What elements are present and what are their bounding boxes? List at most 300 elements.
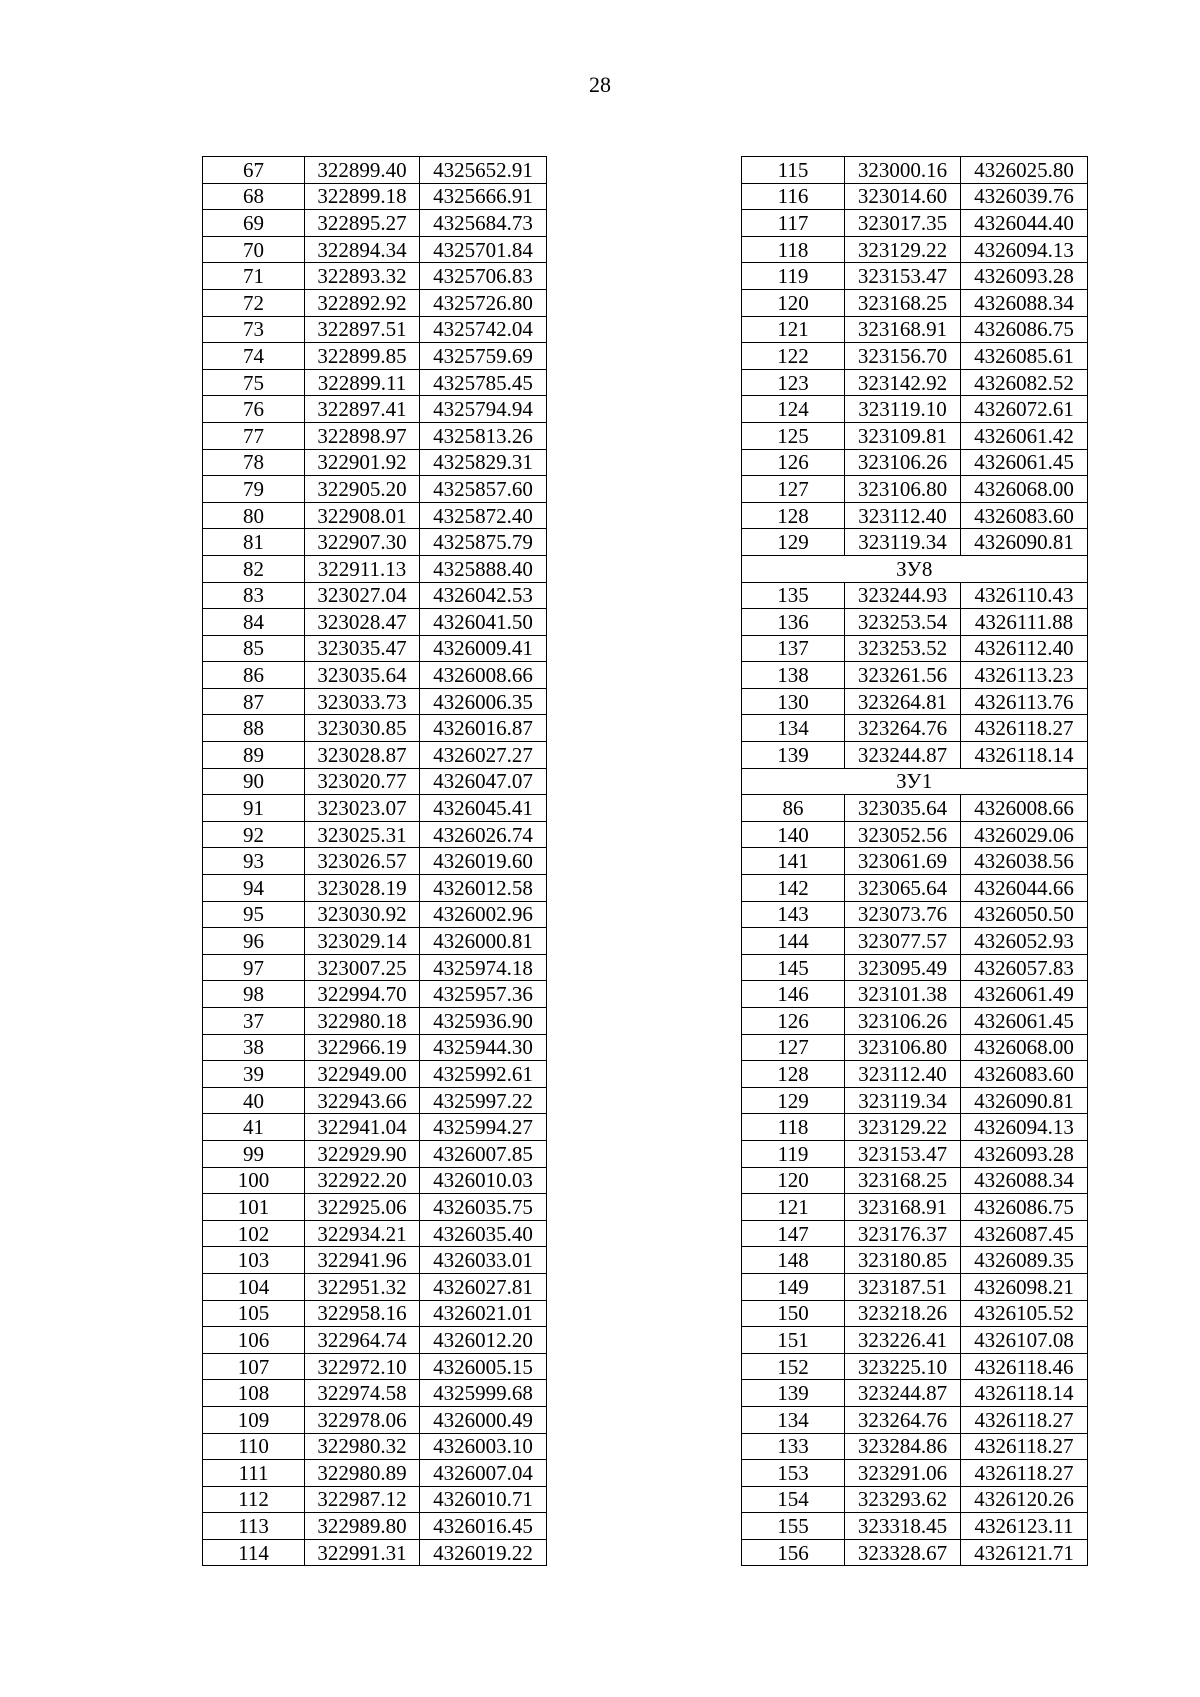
point-number-cell: 134 <box>742 1406 845 1433</box>
x-coordinate-cell: 323014.60 <box>845 183 961 210</box>
point-number-cell: 82 <box>203 555 305 582</box>
group-header-row <box>742 768 1088 795</box>
point-number-cell: 150 <box>742 1300 845 1327</box>
y-coordinate-cell: 4326113.76 <box>961 688 1088 715</box>
y-coordinate-cell: 4326016.45 <box>420 1513 547 1540</box>
table-row <box>203 981 547 1008</box>
table-row <box>742 795 1088 822</box>
point-number-cell: 141 <box>742 848 845 875</box>
table-row <box>203 1513 547 1540</box>
x-coordinate-cell: 323065.64 <box>845 875 961 902</box>
y-coordinate-cell: 4326061.45 <box>961 449 1088 476</box>
y-coordinate-cell: 4326027.81 <box>420 1273 547 1300</box>
y-coordinate-cell: 4326006.35 <box>420 688 547 715</box>
x-coordinate-cell: 323112.40 <box>845 502 961 529</box>
x-coordinate-cell: 323226.41 <box>845 1327 961 1354</box>
group-label: ЗУ1 <box>742 768 1088 795</box>
y-coordinate-cell: 4326050.50 <box>961 901 1088 928</box>
table-row <box>203 1061 547 1088</box>
x-coordinate-cell: 322943.66 <box>305 1087 420 1114</box>
x-coordinate-cell: 322978.06 <box>305 1406 420 1433</box>
point-number-cell: 106 <box>203 1327 305 1354</box>
x-coordinate-cell: 322987.12 <box>305 1486 420 1513</box>
point-number-cell: 119 <box>742 263 845 290</box>
x-coordinate-cell: 322899.18 <box>305 183 420 210</box>
x-coordinate-cell: 323029.14 <box>305 928 420 955</box>
y-coordinate-cell: 4326000.81 <box>420 928 547 955</box>
point-number-cell: 155 <box>742 1513 845 1540</box>
x-coordinate-cell: 323030.85 <box>305 715 420 742</box>
y-coordinate-cell: 4326105.52 <box>961 1300 1088 1327</box>
y-coordinate-cell: 4326093.28 <box>961 1140 1088 1167</box>
point-number-cell: 100 <box>203 1167 305 1194</box>
point-number-cell: 148 <box>742 1247 845 1274</box>
y-coordinate-cell: 4326111.88 <box>961 609 1088 636</box>
table-row <box>203 316 547 343</box>
table-row <box>742 981 1088 1008</box>
table-row <box>203 343 547 370</box>
x-coordinate-cell: 323106.80 <box>845 476 961 503</box>
x-coordinate-cell: 323035.64 <box>845 795 961 822</box>
table-row <box>742 1486 1088 1513</box>
point-number-cell: 110 <box>203 1433 305 1460</box>
point-number-cell: 99 <box>203 1140 305 1167</box>
point-number-cell: 139 <box>742 1380 845 1407</box>
y-coordinate-cell: 4326112.40 <box>961 635 1088 662</box>
point-number-cell: 127 <box>742 1034 845 1061</box>
x-coordinate-cell: 323106.80 <box>845 1034 961 1061</box>
point-number-cell: 103 <box>203 1247 305 1274</box>
point-number-cell: 133 <box>742 1433 845 1460</box>
table-row <box>742 954 1088 981</box>
x-coordinate-cell: 322941.96 <box>305 1247 420 1274</box>
x-coordinate-cell: 323153.47 <box>845 1140 961 1167</box>
point-number-cell: 128 <box>742 502 845 529</box>
x-coordinate-cell: 322934.21 <box>305 1220 420 1247</box>
point-number-cell: 41 <box>203 1114 305 1141</box>
point-number-cell: 139 <box>742 742 845 769</box>
x-coordinate-cell: 322897.41 <box>305 396 420 423</box>
table-row <box>203 768 547 795</box>
point-number-cell: 124 <box>742 396 845 423</box>
table-row <box>203 502 547 529</box>
y-coordinate-cell: 4326000.49 <box>420 1406 547 1433</box>
point-number-cell: 115 <box>742 157 845 184</box>
y-coordinate-cell: 4326021.01 <box>420 1300 547 1327</box>
point-number-cell: 92 <box>203 821 305 848</box>
x-coordinate-cell: 323244.93 <box>845 582 961 609</box>
x-coordinate-cell: 323073.76 <box>845 901 961 928</box>
coordinates-table-left-body <box>203 157 547 1566</box>
x-coordinate-cell: 323027.04 <box>305 582 420 609</box>
point-number-cell: 125 <box>742 422 845 449</box>
point-number-cell: 104 <box>203 1273 305 1300</box>
y-coordinate-cell: 4326029.06 <box>961 821 1088 848</box>
point-number-cell: 118 <box>742 236 845 263</box>
x-coordinate-cell: 322929.90 <box>305 1140 420 1167</box>
y-coordinate-cell: 4326118.27 <box>961 1460 1088 1487</box>
y-coordinate-cell: 4325684.73 <box>420 210 547 237</box>
table-row <box>742 316 1088 343</box>
point-number-cell: 84 <box>203 609 305 636</box>
y-coordinate-cell: 4326007.04 <box>420 1460 547 1487</box>
y-coordinate-cell: 4326012.58 <box>420 875 547 902</box>
x-coordinate-cell: 322911.13 <box>305 555 420 582</box>
x-coordinate-cell: 323112.40 <box>845 1061 961 1088</box>
point-number-cell: 109 <box>203 1406 305 1433</box>
coordinates-table-right <box>741 156 1088 1566</box>
y-coordinate-cell: 4325813.26 <box>420 422 547 449</box>
point-number-cell: 71 <box>203 263 305 290</box>
table-row <box>742 1008 1088 1035</box>
table-row <box>203 449 547 476</box>
x-coordinate-cell: 323264.76 <box>845 1406 961 1433</box>
table-row <box>203 1353 547 1380</box>
point-number-cell: 81 <box>203 529 305 556</box>
y-coordinate-cell: 4325944.30 <box>420 1034 547 1061</box>
group-label: ЗУ8 <box>742 555 1088 582</box>
table-row <box>742 157 1088 184</box>
y-coordinate-cell: 4326035.40 <box>420 1220 547 1247</box>
y-coordinate-cell: 4326027.27 <box>420 742 547 769</box>
x-coordinate-cell: 322949.00 <box>305 1061 420 1088</box>
point-number-cell: 39 <box>203 1061 305 1088</box>
table-row <box>742 1114 1088 1141</box>
table-row <box>203 795 547 822</box>
point-number-cell: 70 <box>203 236 305 263</box>
y-coordinate-cell: 4326026.74 <box>420 821 547 848</box>
y-coordinate-cell: 4326044.66 <box>961 875 1088 902</box>
point-number-cell: 69 <box>203 210 305 237</box>
table-row <box>203 1247 547 1274</box>
y-coordinate-cell: 4325666.91 <box>420 183 547 210</box>
point-number-cell: 38 <box>203 1034 305 1061</box>
table-row <box>742 928 1088 955</box>
point-number-cell: 130 <box>742 688 845 715</box>
table-row <box>203 1433 547 1460</box>
table-row <box>742 662 1088 689</box>
x-coordinate-cell: 323153.47 <box>845 263 961 290</box>
point-number-cell: 119 <box>742 1140 845 1167</box>
y-coordinate-cell: 4326082.52 <box>961 369 1088 396</box>
table-row <box>742 1327 1088 1354</box>
table-row <box>203 1194 547 1221</box>
x-coordinate-cell: 323106.26 <box>845 1008 961 1035</box>
x-coordinate-cell: 323264.81 <box>845 688 961 715</box>
table-row <box>203 396 547 423</box>
point-number-cell: 76 <box>203 396 305 423</box>
point-number-cell: 128 <box>742 1061 845 1088</box>
table-row <box>742 875 1088 902</box>
point-number-cell: 98 <box>203 981 305 1008</box>
x-coordinate-cell: 322980.32 <box>305 1433 420 1460</box>
y-coordinate-cell: 4325857.60 <box>420 476 547 503</box>
x-coordinate-cell: 323253.54 <box>845 609 961 636</box>
x-coordinate-cell: 322925.06 <box>305 1194 420 1221</box>
x-coordinate-cell: 323028.87 <box>305 742 420 769</box>
x-coordinate-cell: 323284.86 <box>845 1433 961 1460</box>
y-coordinate-cell: 4325872.40 <box>420 502 547 529</box>
table-row <box>203 1380 547 1407</box>
point-number-cell: 120 <box>742 289 845 316</box>
point-number-cell: 143 <box>742 901 845 928</box>
point-number-cell: 108 <box>203 1380 305 1407</box>
y-coordinate-cell: 4326044.40 <box>961 210 1088 237</box>
y-coordinate-cell: 4326086.75 <box>961 1194 1088 1221</box>
y-coordinate-cell: 4326086.75 <box>961 316 1088 343</box>
x-coordinate-cell: 323061.69 <box>845 848 961 875</box>
table-row <box>203 210 547 237</box>
point-number-cell: 140 <box>742 821 845 848</box>
point-number-cell: 86 <box>742 795 845 822</box>
y-coordinate-cell: 4326025.80 <box>961 157 1088 184</box>
x-coordinate-cell: 323218.26 <box>845 1300 961 1327</box>
page-number: 28 <box>589 72 611 97</box>
y-coordinate-cell: 4326010.03 <box>420 1167 547 1194</box>
y-coordinate-cell: 4326118.27 <box>961 715 1088 742</box>
table-row <box>742 901 1088 928</box>
point-number-cell: 111 <box>203 1460 305 1487</box>
point-number-cell: 144 <box>742 928 845 955</box>
y-coordinate-cell: 4325652.91 <box>420 157 547 184</box>
table-row <box>203 848 547 875</box>
group-header-row <box>742 555 1088 582</box>
table-row <box>742 848 1088 875</box>
table-row <box>742 1380 1088 1407</box>
x-coordinate-cell: 322901.92 <box>305 449 420 476</box>
table-row <box>742 289 1088 316</box>
x-coordinate-cell: 322893.32 <box>305 263 420 290</box>
point-number-cell: 88 <box>203 715 305 742</box>
point-number-cell: 146 <box>742 981 845 1008</box>
x-coordinate-cell: 323026.57 <box>305 848 420 875</box>
point-number-cell: 91 <box>203 795 305 822</box>
table-row <box>742 1034 1088 1061</box>
table-row <box>742 1273 1088 1300</box>
y-coordinate-cell: 4326090.81 <box>961 529 1088 556</box>
point-number-cell: 151 <box>742 1327 845 1354</box>
table-row <box>742 1087 1088 1114</box>
y-coordinate-cell: 4325742.04 <box>420 316 547 343</box>
y-coordinate-cell: 4326083.60 <box>961 1061 1088 1088</box>
y-coordinate-cell: 4326038.56 <box>961 848 1088 875</box>
y-coordinate-cell: 4325999.68 <box>420 1380 547 1407</box>
table-row <box>203 183 547 210</box>
table-row <box>742 609 1088 636</box>
y-coordinate-cell: 4326094.13 <box>961 236 1088 263</box>
x-coordinate-cell: 322972.10 <box>305 1353 420 1380</box>
x-coordinate-cell: 322980.18 <box>305 1008 420 1035</box>
y-coordinate-cell: 4325888.40 <box>420 555 547 582</box>
point-number-cell: 79 <box>203 476 305 503</box>
table-row <box>203 742 547 769</box>
x-coordinate-cell: 323328.67 <box>845 1539 961 1566</box>
point-number-cell: 142 <box>742 875 845 902</box>
y-coordinate-cell: 4325994.27 <box>420 1114 547 1141</box>
table-row <box>203 529 547 556</box>
y-coordinate-cell: 4326072.61 <box>961 396 1088 423</box>
point-number-cell: 117 <box>742 210 845 237</box>
point-number-cell: 102 <box>203 1220 305 1247</box>
table-row <box>203 1300 547 1327</box>
point-number-cell: 93 <box>203 848 305 875</box>
x-coordinate-cell: 323109.81 <box>845 422 961 449</box>
x-coordinate-cell: 323106.26 <box>845 449 961 476</box>
y-coordinate-cell: 4326005.15 <box>420 1353 547 1380</box>
y-coordinate-cell: 4326039.76 <box>961 183 1088 210</box>
x-coordinate-cell: 323030.92 <box>305 901 420 928</box>
y-coordinate-cell: 4326008.66 <box>420 662 547 689</box>
point-number-cell: 156 <box>742 1539 845 1566</box>
table-row <box>203 715 547 742</box>
table-row <box>742 1513 1088 1540</box>
table-row <box>203 1327 547 1354</box>
table-row <box>742 1406 1088 1433</box>
x-coordinate-cell: 323156.70 <box>845 343 961 370</box>
table-row <box>203 954 547 981</box>
point-number-cell: 152 <box>742 1353 845 1380</box>
x-coordinate-cell: 323264.76 <box>845 715 961 742</box>
y-coordinate-cell: 4326088.34 <box>961 289 1088 316</box>
point-number-cell: 73 <box>203 316 305 343</box>
x-coordinate-cell: 323000.16 <box>845 157 961 184</box>
coordinates-table-left <box>202 156 547 1566</box>
y-coordinate-cell: 4326052.93 <box>961 928 1088 955</box>
x-coordinate-cell: 323028.19 <box>305 875 420 902</box>
table-row <box>203 582 547 609</box>
point-number-cell: 97 <box>203 954 305 981</box>
table-row <box>742 715 1088 742</box>
x-coordinate-cell: 323180.85 <box>845 1247 961 1274</box>
coordinates-table-right-body <box>742 157 1088 1566</box>
y-coordinate-cell: 4325829.31 <box>420 449 547 476</box>
point-number-cell: 86 <box>203 662 305 689</box>
y-coordinate-cell: 4326061.42 <box>961 422 1088 449</box>
point-number-cell: 67 <box>203 157 305 184</box>
point-number-cell: 121 <box>742 316 845 343</box>
y-coordinate-cell: 4326113.23 <box>961 662 1088 689</box>
y-coordinate-cell: 4326068.00 <box>961 476 1088 503</box>
x-coordinate-cell: 323023.07 <box>305 795 420 822</box>
x-coordinate-cell: 323176.37 <box>845 1220 961 1247</box>
point-number-cell: 112 <box>203 1486 305 1513</box>
table-row <box>203 901 547 928</box>
y-coordinate-cell: 4326118.27 <box>961 1406 1088 1433</box>
x-coordinate-cell: 323020.77 <box>305 768 420 795</box>
y-coordinate-cell: 4326098.21 <box>961 1273 1088 1300</box>
x-coordinate-cell: 323168.25 <box>845 289 961 316</box>
x-coordinate-cell: 322964.74 <box>305 1327 420 1354</box>
y-coordinate-cell: 4326118.14 <box>961 742 1088 769</box>
table-row <box>742 582 1088 609</box>
point-number-cell: 114 <box>203 1539 305 1566</box>
table-row <box>203 688 547 715</box>
x-coordinate-cell: 323119.34 <box>845 1087 961 1114</box>
y-coordinate-cell: 4325992.61 <box>420 1061 547 1088</box>
point-number-cell: 134 <box>742 715 845 742</box>
table-row <box>742 821 1088 848</box>
table-row <box>203 289 547 316</box>
y-coordinate-cell: 4326090.81 <box>961 1087 1088 1114</box>
table-row <box>742 236 1088 263</box>
y-coordinate-cell: 4326035.75 <box>420 1194 547 1221</box>
y-coordinate-cell: 4326019.60 <box>420 848 547 875</box>
point-number-cell: 138 <box>742 662 845 689</box>
table-row <box>742 210 1088 237</box>
table-row <box>742 635 1088 662</box>
table-row <box>203 157 547 184</box>
point-number-cell: 129 <box>742 529 845 556</box>
x-coordinate-cell: 323129.22 <box>845 236 961 263</box>
table-row <box>742 1539 1088 1566</box>
table-row <box>203 369 547 396</box>
x-coordinate-cell: 323261.56 <box>845 662 961 689</box>
table-row <box>742 183 1088 210</box>
y-coordinate-cell: 4325759.69 <box>420 343 547 370</box>
y-coordinate-cell: 4326007.85 <box>420 1140 547 1167</box>
table-row <box>203 1114 547 1141</box>
x-coordinate-cell: 323119.34 <box>845 529 961 556</box>
table-row <box>742 1247 1088 1274</box>
table-row <box>203 821 547 848</box>
y-coordinate-cell: 4326118.46 <box>961 1353 1088 1380</box>
x-coordinate-cell: 323017.35 <box>845 210 961 237</box>
table-row <box>742 1353 1088 1380</box>
x-coordinate-cell: 322974.58 <box>305 1380 420 1407</box>
point-number-cell: 136 <box>742 609 845 636</box>
table-row <box>203 1008 547 1035</box>
y-coordinate-cell: 4326068.00 <box>961 1034 1088 1061</box>
y-coordinate-cell: 4326012.20 <box>420 1327 547 1354</box>
y-coordinate-cell: 4326121.71 <box>961 1539 1088 1566</box>
table-row <box>742 742 1088 769</box>
y-coordinate-cell: 4326093.28 <box>961 263 1088 290</box>
table-row <box>742 396 1088 423</box>
y-coordinate-cell: 4326110.43 <box>961 582 1088 609</box>
point-number-cell: 147 <box>742 1220 845 1247</box>
table-row <box>203 476 547 503</box>
table-row <box>203 1087 547 1114</box>
x-coordinate-cell: 322899.40 <box>305 157 420 184</box>
y-coordinate-cell: 4326033.01 <box>420 1247 547 1274</box>
x-coordinate-cell: 322991.31 <box>305 1539 420 1566</box>
x-coordinate-cell: 323168.25 <box>845 1167 961 1194</box>
table-row <box>742 263 1088 290</box>
y-coordinate-cell: 4325875.79 <box>420 529 547 556</box>
y-coordinate-cell: 4325706.83 <box>420 263 547 290</box>
point-number-cell: 126 <box>742 449 845 476</box>
table-row <box>203 662 547 689</box>
x-coordinate-cell: 323033.73 <box>305 688 420 715</box>
point-number-cell: 120 <box>742 1167 845 1194</box>
x-coordinate-cell: 322908.01 <box>305 502 420 529</box>
table-row <box>203 635 547 662</box>
point-number-cell: 113 <box>203 1513 305 1540</box>
y-coordinate-cell: 4326045.41 <box>420 795 547 822</box>
point-number-cell: 74 <box>203 343 305 370</box>
point-number-cell: 126 <box>742 1008 845 1035</box>
point-number-cell: 121 <box>742 1194 845 1221</box>
y-coordinate-cell: 4326008.66 <box>961 795 1088 822</box>
x-coordinate-cell: 323244.87 <box>845 1380 961 1407</box>
y-coordinate-cell: 4326107.08 <box>961 1327 1088 1354</box>
y-coordinate-cell: 4326089.35 <box>961 1247 1088 1274</box>
y-coordinate-cell: 4325785.45 <box>420 369 547 396</box>
x-coordinate-cell: 323244.87 <box>845 742 961 769</box>
point-number-cell: 87 <box>203 688 305 715</box>
y-coordinate-cell: 4326009.41 <box>420 635 547 662</box>
x-coordinate-cell: 323025.31 <box>305 821 420 848</box>
